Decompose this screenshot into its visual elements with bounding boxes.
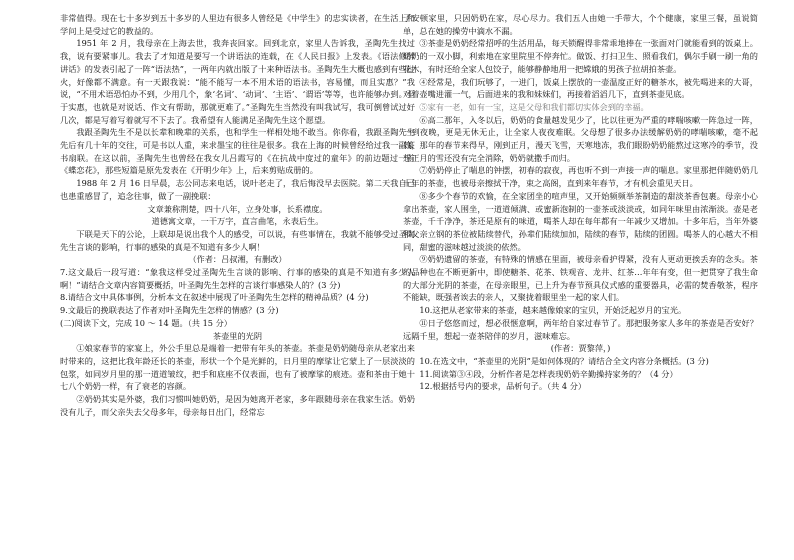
left-paragraph-0: 非常值得。现在七十多岁到五十多岁的人里边有很多人曾经是《中学生》的忠实读者，在生活上和学问上是受过它的教益的。 — [60, 13, 415, 36]
left-paragraph-3: 1988 年 2 月 16 日早晨，志公同志来电话，说叶老走了，我后悔没早去医院。第二天我自己也患重感冒了，追念往事，做了一副挽联： — [60, 178, 415, 201]
right-paragraph-8: 10.这把从老家带来的茶壶，越来越像娘家的宝贝，开始泛起岁月的宝光。 — [419, 305, 687, 316]
left-paragraph-14: ②奶奶其实是外婆，我们习惯叫她奶奶，是因为她离开老家，多年跟随母亲在我家生活。奶奶没有儿子，而父亲失去父母多年，母亲每日出门，经常忘 — [60, 394, 415, 417]
left-paragraph-7: （作者：吕叔湘，有删改） — [188, 254, 287, 265]
right-paragraph-2: ④经常是，我们玩够了，一进门，饭桌上摆放的一壶温度正好的糖茶水，被先喝进来的大哥，对着壶嘴进灌一气，后面进来的我和妹妹们，再接着滔滔几下，直到茶壶见底。 — [403, 76, 758, 100]
left-paragraph-2: 我跟圣陶先生不是以长辈和晚辈的关系，也和学生一样相处地不敢当。你你看，我跟圣陶先生先后有几十年的交往，可是书以人重，来求墨宝的往往是很多。我在上海的时候曾经给过我一副篆书扇联。在这以前，圣陶先生也曾经在我女儿吕霞写的《在抗战中度过的童年》的前边题过一首《蝶恋花》，那些短篇是原先发表在《开明少年》上，后来剪贴成册的。 — [60, 127, 415, 176]
left-paragraph-8: 7.这文最后一段写道：“象我这样受过圣陶先生言谈的影响、行事的感染的真是不知道有多少人啊！”请结合文章内容简要概括，叶圣陶先生怎样的言谈行事感染人的？(3 分) — [60, 267, 415, 290]
right-paragraph-7: ⑨奶奶遗留的茶壶，有特殊的情感在里面，被母亲看护得紧，没有人更动更挨丢弃的念头。茶的品种也在不断更新中，即使糖茶、花茶、铁观音、龙井、红茶…年年有变，但一把贯穿了我生命的大部分光阴的茶壶，在母亲眼里，已上升为春节预具仪式感的重要器具，必需的焚香敬茶，程序不能缺，既强者诶去的亲人，又聚拢着眼里坐一起的家人们。 — [403, 254, 758, 303]
left-paragraph-6: 下联是天下的公论，上联却是说出我个人的感受，可以说，有些事情在，我就不能够受过圣陶先生言谈的影响，行事的感染的真是不知道有多少人啊！ — [60, 228, 415, 252]
right-paragraph-11: 10.在选文中，“茶壶里的光阴”是如何体现的？请结合全文内容分条概括。(3 分) — [419, 355, 709, 366]
right-paragraph-9: ⑪日子悠悠而过，想必很惬意啊，两年给自家过春节了。那把服务家人多年的茶壶是否安好？远隔千里，想起一壶茶陪伴的岁月，滋味难忘。 — [403, 317, 758, 341]
left-paragraph-1: 1951 年 2 月，我母亲在上海去世，我奔丧回家。回到北京，家里人告诉我，圣陶先生找过我，说有要紧事儿。我去了才知道是要写一个讲语法的连载，在《人民日报》上发表。《语法修辞讲话》的发表引起了一阵“语法热”，一两年内就出版了十来种语法书。圣陶先生大概也感到有些过火，好像都不满意。有一天跟我说：“能不能写一本不用术语的语法书，容易懂，而且实惠？”我说，“不用术语恐怕办不到，少用几个，象‘名词’、‘动词’、‘主语’、‘谓语’等等，也许能够办到。至于实惠，也就是对说话、作文有帮助，那就更难了。”圣陶先生当然没有叫我试写，我可倒曾试过好几次，都是写着写着就写不下去了。我希望有人能满足圣陶先生这个愿望。 — [60, 38, 415, 125]
left-paragraph-13: ①娘家春节的家宴上，外公手里总是端着一把带有年头的茶壶。茶壶是奶奶随母亲从老家出来时带来的，这把比我年龄还长的茶壶，形状一个个是光鲜的，日月里的摩挲让它蒙上了一层淡淡的包浆，如同岁月里的那一道道皱纹，把手和底座不仅表面，也有了被摩挲的痕迹。壶和茶由于她十七八个奶奶一样，有了衰老的容颜。 — [60, 343, 415, 392]
right-paragraph-0: 了安顿家里，只因奶奶在家，尽心尽力。我们五人由她一手带大，个个健康，家里三餐，虽说简单，总在她的操劳中滴水不漏。 — [403, 13, 758, 36]
right-paragraph-3: ⑤家有一老，如有一宝，这是父母和我们都切实体会到的幸福。 — [419, 101, 649, 112]
right-column — [403, 12, 758, 393]
left-column — [60, 12, 415, 419]
right-paragraph-6: ⑧多少个春节的欢愉，在全家团坐的喧声里，又开始频频举茶制造的甜淡茶香包裹。母亲小心拿出茶壶，家人围坐，一道道倾满、或蜜新泡制的一壶茶或淡淡或，如同年味里由浓渐淡。壶是老茶壶，千千净净，茶还是原有的味道，喝茶人却在每年都有一年减少又增加。十多年后，当年外婆和父亲立钢的茶位被陆续替代，孙辈们陆续加加，陆续的春节，陆续的团圆。喝茶人的心越大不相同，甜蜜的滋味越过淡淡的依然。 — [403, 190, 758, 252]
left-paragraph-9: 8.请结合文中具体事例，分析本文在叙述中展现了叶圣陶先生怎样的精神品质？(4 分) — [60, 292, 369, 303]
right-paragraph-1: ③茶壶是奶奶经常招呼的生活用品，每天锁醒得非常乖地捧在一张面对门就能看到的饭桌上。奶奶的一双小脚，利索地在家里院里不停奔忙。做饭、打扫卫生、照看我们，偶尔手刷一刷一角的花木，有时还给全家人包饺子，能够静静地用一把嫦娥的男孩子拉胡拍茶壶。 — [403, 38, 758, 74]
right-paragraph-5: ⑦奶奶停止了喘息的钟摆，初春的寂夜，再也听不到一声接一声的喘息。家里那把伴随奶奶几十年的茶壶，也被母亲擦拭干净，束之高阁，直到来年春节，才有机会重见天日。 — [403, 165, 758, 189]
left-paragraph-5: 道德寓文章，一干万字，直言曲笔，永表后生。 — [151, 216, 324, 227]
right-paragraph-13: 12.根据括号内的要求，品析句子。（共 4 分） — [419, 381, 587, 392]
left-paragraph-11: (二)阅读下文，完成 10 ～ 14 题。（共 15 分） — [60, 317, 232, 328]
right-paragraph-12: 11.阅读第③④段，分析作者是怎样表现奶奶辛勤操持家务的？（4 分） — [419, 368, 678, 379]
right-paragraph-10: (作者：贾黎萍，) — [550, 343, 611, 354]
right-paragraph-4: ⑥高二那年，入冬以后，奶奶的食量越发见少了，比以往更为严重的哮喘咳嗽一阵急过一阵，一到夜晚，更是无休无止，让全家人夜夜难眠。父母想了很多办法缓解奶奶的哮喘咳嗽，毫不起效，那年的春节来得早，刚到正月，漫天飞雪，天寒地冻，我们眼盼奶奶能熬过这寒冷的季节，没想正月的雪还没有完全消除，奶奶就撒手而归。 — [403, 114, 758, 163]
left-paragraph-10: 9.文最后的挽联表达了作者对叶圣陶先生怎样的情感？(3 分) — [60, 305, 279, 316]
left-paragraph-4: 文章兼称荆楚，四十八年，立身处事，长系襟度。 — [147, 203, 328, 214]
left-paragraph-12: 茶壶里的光阴 — [212, 330, 263, 341]
